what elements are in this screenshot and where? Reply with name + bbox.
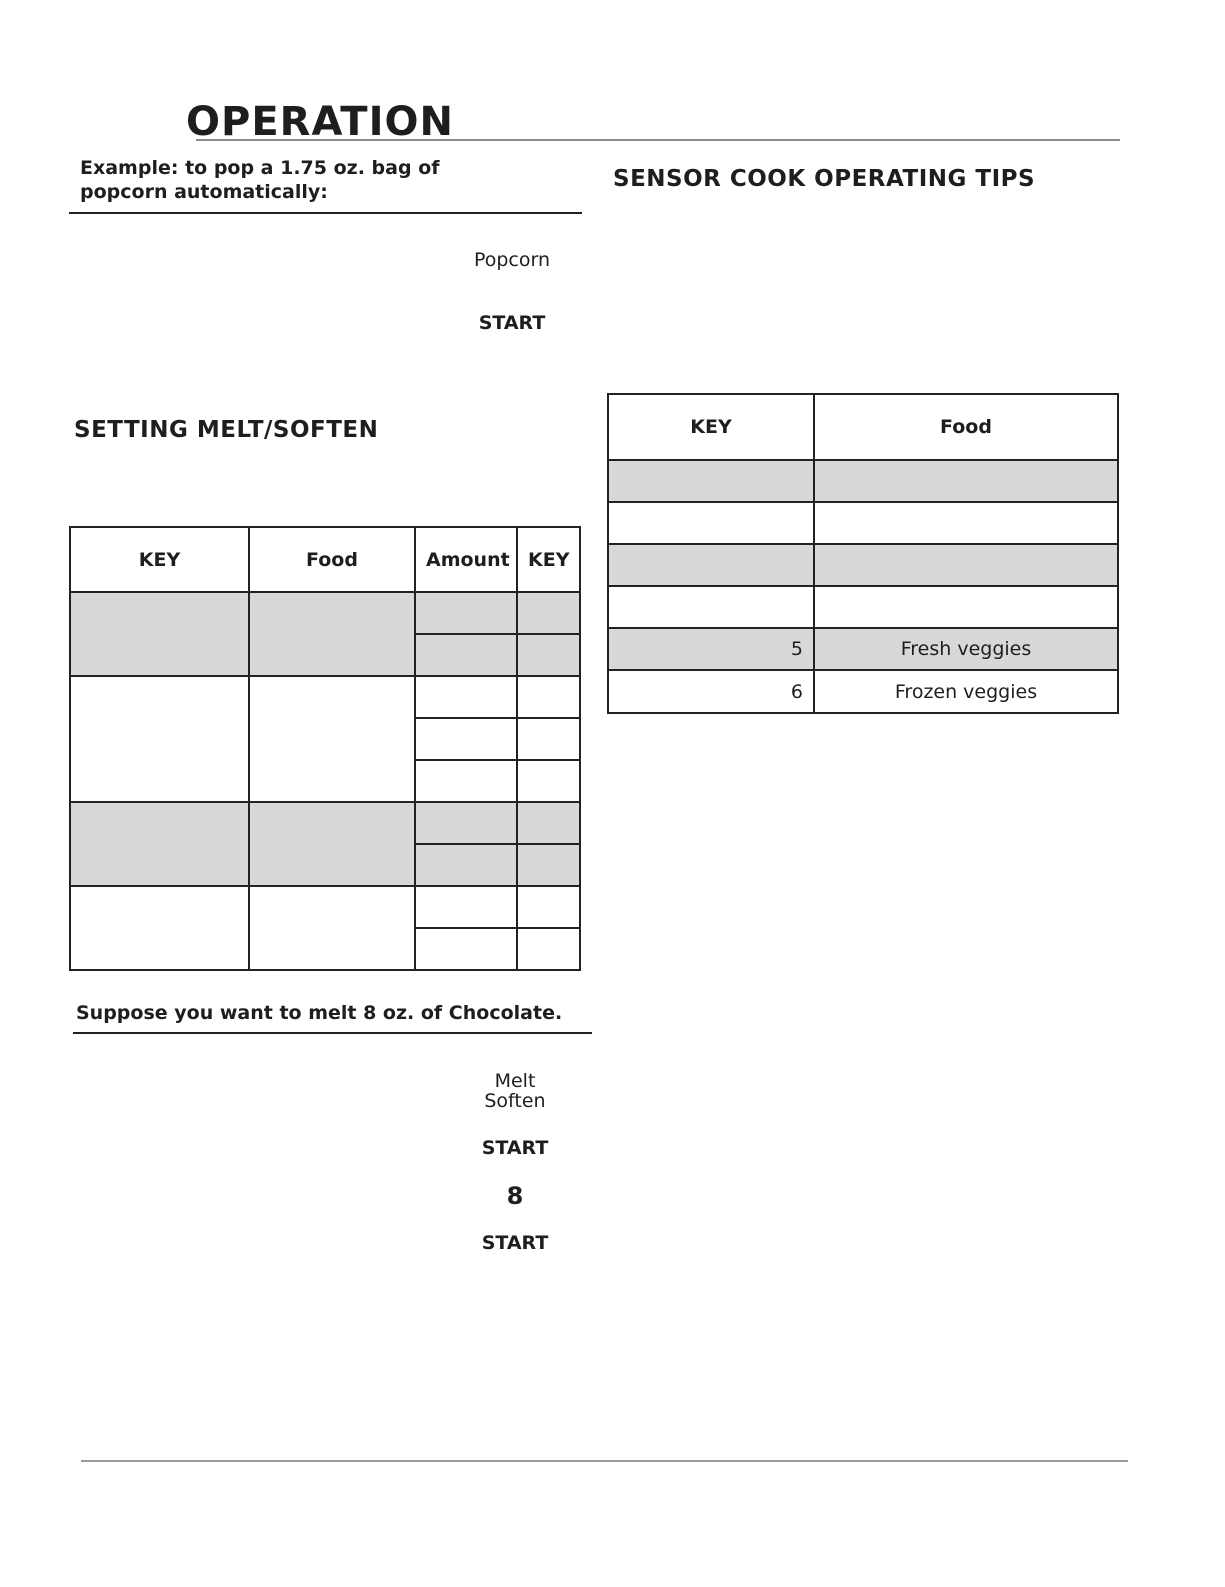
table-row xyxy=(70,802,580,844)
key-cell xyxy=(608,502,814,544)
table-cell xyxy=(517,718,580,760)
soften-label: Soften xyxy=(484,1090,546,1112)
table-cell xyxy=(517,844,580,886)
table-cell xyxy=(415,802,517,844)
table-cell xyxy=(517,634,580,676)
table-cell xyxy=(70,676,249,802)
food-cell: Frozen veggies xyxy=(814,670,1118,713)
popcorn-example-heading xyxy=(80,156,600,204)
food-cell xyxy=(814,460,1118,502)
table-header-row xyxy=(608,394,1118,460)
table-row xyxy=(70,676,580,718)
table-cell xyxy=(517,592,580,634)
table-cell xyxy=(517,886,580,928)
title-divider xyxy=(196,139,1120,141)
table-cell xyxy=(249,802,415,886)
chocolate-example-divider xyxy=(73,1032,592,1034)
chocolate-start-key-label-2: START xyxy=(481,1232,549,1254)
column-header-food: Food xyxy=(814,394,1118,460)
table-cell xyxy=(415,928,517,970)
table-row xyxy=(608,628,1118,670)
food-cell xyxy=(814,586,1118,628)
table-cell xyxy=(415,634,517,676)
column-header-amount: Amount xyxy=(415,527,517,592)
key-cell xyxy=(608,460,814,502)
table-cell xyxy=(415,844,517,886)
table-cell xyxy=(415,886,517,928)
popcorn-key-label: Popcorn xyxy=(473,249,551,271)
melt-soften-key-label xyxy=(445,1071,585,1111)
food-cell xyxy=(814,502,1118,544)
popcorn-heading-line2: popcorn automatically: xyxy=(80,181,328,203)
table-row xyxy=(608,502,1118,544)
column-header-food: Food xyxy=(249,527,415,592)
table-cell xyxy=(70,802,249,886)
table-cell xyxy=(517,760,580,802)
table-row xyxy=(608,670,1118,713)
table-row xyxy=(608,586,1118,628)
sensor-cook-heading: SENSOR COOK OPERATING TIPS xyxy=(613,166,1036,192)
table-cell xyxy=(249,592,415,676)
table-header-row xyxy=(70,527,580,592)
sensor-cook-table xyxy=(607,393,1119,714)
table-cell xyxy=(517,802,580,844)
chocolate-amount-key-label: 8 xyxy=(506,1182,524,1210)
key-cell xyxy=(608,586,814,628)
table-cell xyxy=(415,592,517,634)
table-row xyxy=(608,544,1118,586)
table-cell xyxy=(249,676,415,802)
melt-label: Melt xyxy=(494,1070,536,1092)
key-cell: 5 xyxy=(608,628,814,670)
melt-soften-heading: SETTING MELT/SOFTEN xyxy=(74,417,379,443)
table-cell xyxy=(415,760,517,802)
melt-soften-table xyxy=(69,526,581,971)
key-cell: 6 xyxy=(608,670,814,713)
table-cell xyxy=(415,718,517,760)
table-cell xyxy=(249,886,415,970)
chocolate-start-key-label-1: START xyxy=(481,1137,549,1159)
column-header-key-2: KEY xyxy=(517,527,580,592)
table-row xyxy=(70,592,580,634)
table-row xyxy=(70,886,580,928)
popcorn-start-key-label: START xyxy=(478,312,546,334)
popcorn-heading-line1: Example: to pop a 1.75 oz. bag of xyxy=(80,157,440,179)
table-cell xyxy=(70,886,249,970)
food-cell xyxy=(814,544,1118,586)
table-cell xyxy=(70,592,249,676)
table-cell xyxy=(517,676,580,718)
table-row xyxy=(608,460,1118,502)
column-header-key: KEY xyxy=(608,394,814,460)
page-title: OPERATION xyxy=(186,99,454,145)
table-cell xyxy=(517,928,580,970)
chocolate-example-heading: Suppose you want to melt 8 oz. of Chocolate. xyxy=(76,1002,563,1024)
footer-divider xyxy=(81,1460,1128,1462)
table-cell xyxy=(415,676,517,718)
key-cell xyxy=(608,544,814,586)
food-cell: Fresh veggies xyxy=(814,628,1118,670)
popcorn-example-divider xyxy=(69,212,582,214)
column-header-key: KEY xyxy=(70,527,249,592)
